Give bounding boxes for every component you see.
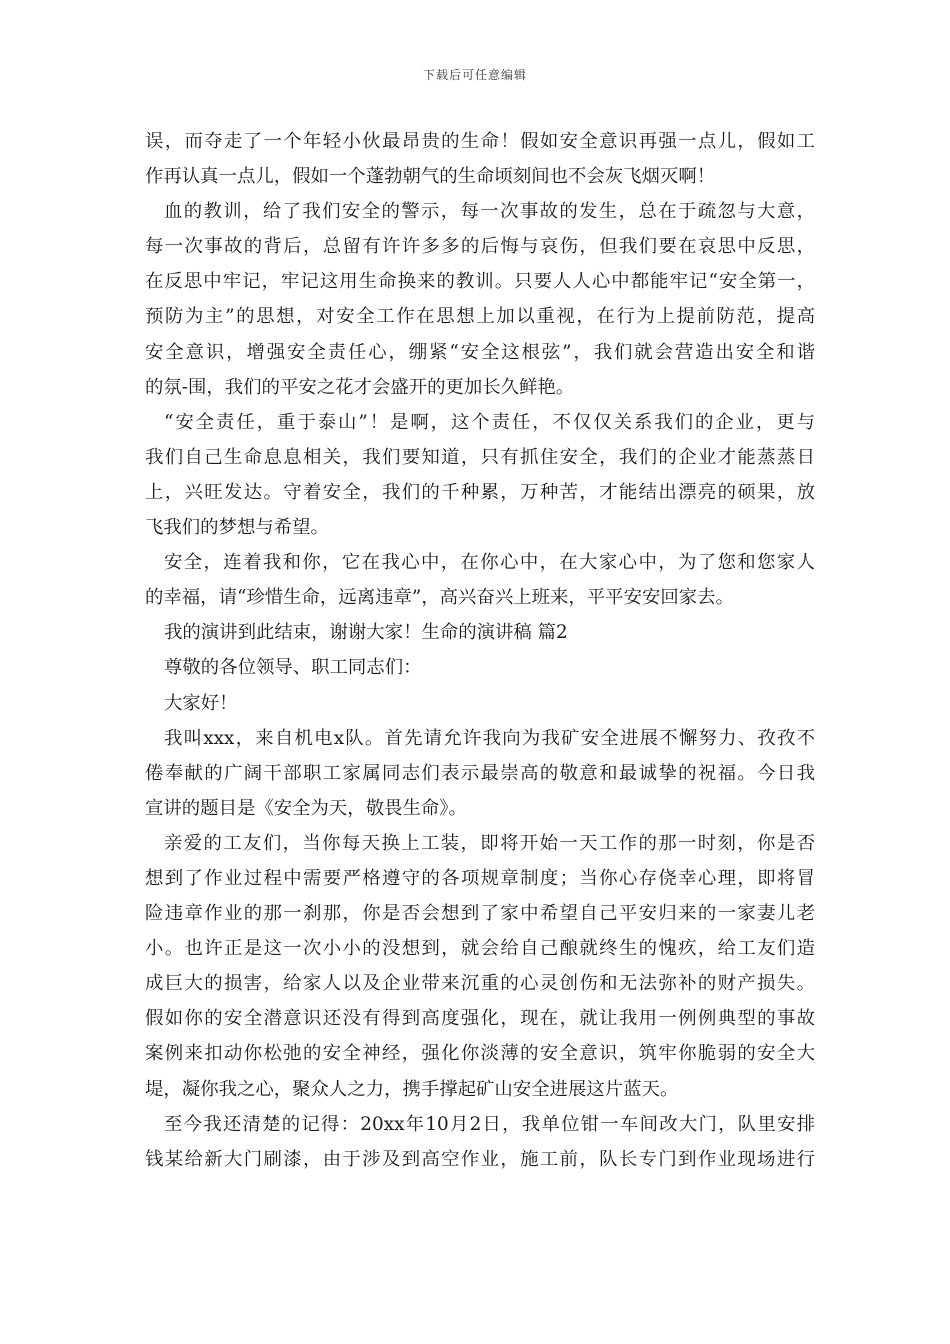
page-header-note: 下载后可任意编辑: [422, 68, 527, 82]
text-line: 的幸福，请“珍惜生命，远离违章”，高兴奋兴上班来，平平安安回家去。: [145, 587, 734, 609]
text-line: 飞我们的梦想与希望。: [145, 517, 329, 539]
text-line: 案例来扣动你松弛的安全神经，强化你淡薄的安全意识，筑牢你脆弱的安全大: [145, 1043, 815, 1065]
text-line: 险违章作业的那一刹那，你是否会想到了家中希望自己平安归来的一家妻儿老: [145, 903, 815, 925]
text-line: 亲爱的工友们，当你每天换上工装，即将开始一天工作的那一时刻，你是否: [164, 832, 815, 854]
text-line: 钱某给新大门刷漆，由于涉及到高空作业，施工前，队长专门到作业现场进行: [145, 1148, 815, 1170]
text-line: 至今我还清楚的记得：20xx年10月2日，我单位钳一车间改大门，队里安排: [164, 1113, 815, 1135]
text-line: 成巨大的损害，给家人以及企业带来沉重的心灵创伤和无法弥补的财产损失。: [145, 973, 815, 995]
text-line: 大家好！: [164, 692, 238, 714]
text-line: 倦奉献的广阔干部职工家属同志们表示最崇高的敬意和最诚挚的祝福。今日我: [145, 762, 815, 784]
text-line: “安全责任，重于泰山”！是啊，这个责任，不仅仅关系我们的企业，更与: [164, 411, 815, 433]
text-line: 血的教训，给了我们安全的警示，每一次事故的发生，总在于疏忽与大意，: [164, 201, 815, 223]
text-line: 我的演讲到此结束，谢谢大家！生命的演讲稿 篇2: [164, 622, 568, 644]
text-line: 在反思中牢记，牢记这用生命换来的教训。只要人人心中都能牢记“安全第一，: [145, 271, 815, 293]
text-line: 安全，连着我和你，它在我心中，在你心中，在大家心中，为了您和您家人: [164, 552, 815, 574]
document-body: [145, 124, 815, 1177]
text-line: 我叫xxx，来自机电x队。首先请允许我向为我矿安全进展不懈努力、孜孜不: [164, 727, 815, 749]
text-line: 的氛-围，我们的平安之花才会盛开的更加长久鲜艳。: [145, 376, 575, 398]
text-line: 每一次事故的背后，总留有许许多多的后悔与哀伤，但我们要在哀思中反思，: [145, 236, 815, 258]
text-line: 尊敬的各位领导、职工同志们：: [164, 657, 422, 679]
text-line: 假如你的安全潜意识还没有得到高度强化，现在，就让我用一例例典型的事故: [145, 1008, 815, 1030]
text-line: 安全意识，增强安全责任心，绷紧“安全这根弦”，我们就会营造出安全和谐: [145, 341, 815, 363]
text-line: 堤，凝你我之心，聚众人之力，携手撑起矿山安全进展这片蓝天。: [145, 1078, 679, 1100]
text-line: 作再认真一点儿，假如一个蓬勃朝气的生命顷刻间也不会灰飞烟灭啊！: [145, 166, 716, 188]
text-line: 宣讲的题目是《安全为天，敬畏生命》。: [145, 797, 467, 819]
text-line: 想到了作业过程中需要严格遵守的各项规章制度；当你心存侥幸心理，即将冒: [145, 867, 815, 889]
text-line: 预防为主”的思想，对安全工作在思想上加以重视，在行为上提前防范，提高: [145, 306, 815, 328]
text-line: 小。也许正是这一次小小的没想到，就会给自己酿就终生的愧疚，给工友们造: [145, 938, 815, 960]
text-line: 误，而夺走了一个年轻小伙最昂贵的生命！假如安全意识再强一点儿，假如工: [145, 131, 815, 152]
text-line: 上，兴旺发达。守着安全，我们的千种累，万种苦，才能结出漂亮的硕果，放: [145, 481, 815, 503]
text-line: 我们自己生命息息相关，我们要知道，只有抓住安全，我们的企业才能蒸蒸日: [145, 446, 815, 468]
